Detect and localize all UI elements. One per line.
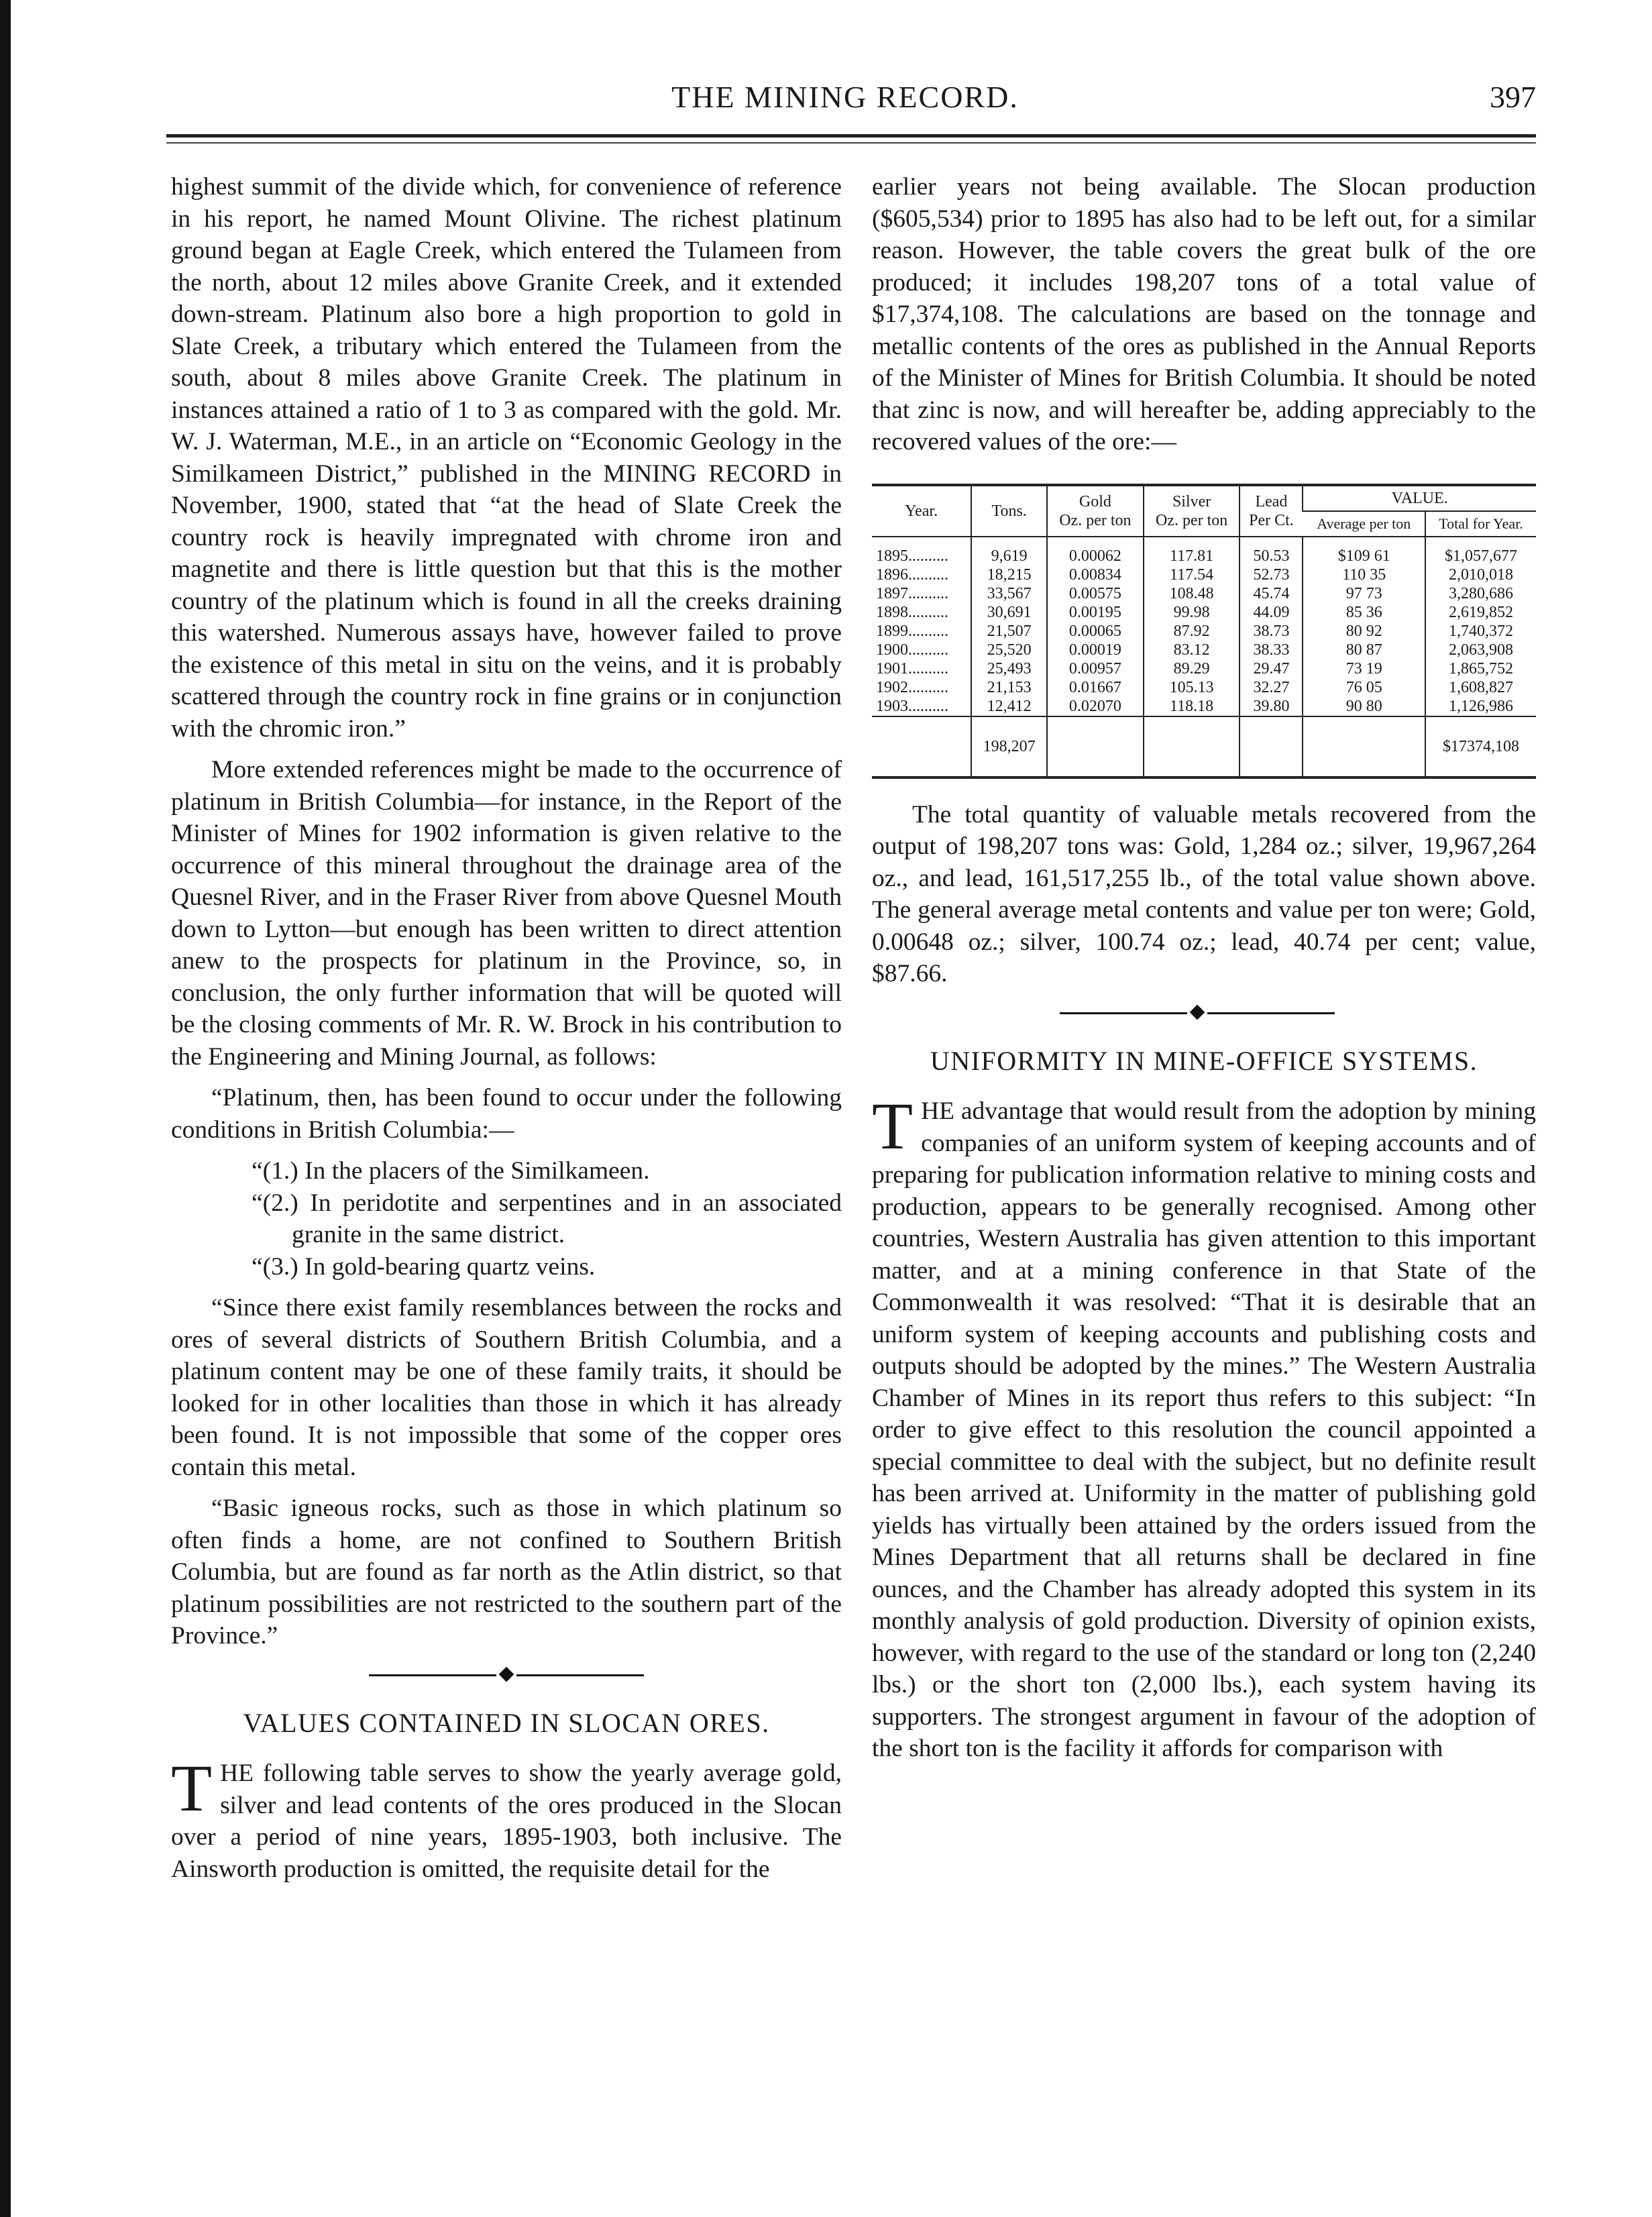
list-item: “(3.) In gold-bearing quartz veins. bbox=[252, 1252, 596, 1281]
conditions-list bbox=[252, 1155, 842, 1283]
col-value: VALUE. bbox=[1303, 485, 1536, 511]
page-header bbox=[154, 79, 1536, 119]
col-total: Total for Year. bbox=[1425, 511, 1536, 537]
table-row: 1897.......... 33,567 0.00575 108.48 45.74 97 73 3,280,686 bbox=[872, 584, 1536, 603]
section-divider bbox=[872, 999, 1536, 1026]
paragraph: earlier years not being available. The Slocan production ($605,534) prior to 1895 has also had to be left out, for a similar reason. However, the table covers the great bulk of the ore produced; it includes 198,207 tons of a total value of $17,374,108. The calculations are based on the tonnage and metallic contents of the ores as published in the Annual Reports of the Minister of Mines for British Columbia. It should be noted that zinc is now, and will hereafter be, adding appreciably to the recovered values of the ore:— bbox=[872, 173, 1536, 455]
list-item: “(1.) In the placers of the Similkameen. bbox=[252, 1157, 650, 1185]
drop-cap: T bbox=[171, 1751, 213, 1825]
paragraph: More extended references might be made to the occurrence of platinum in British Columbia—for instance, in the Report of the Minister of Mines for 1902 information is given relative to the occurrence of this mineral throughout the drainage area of the Quesnel River, and in the Fraser River from above Quesnel Mouth down to Lytton—but enough has been written to direct attention anew to the prospects for platinum in the Province, so, in conclusion, the only further information that will be quoted will be the closing comments of Mr. R. W. Brock in his contribution to the Engineering and Mining Journal, as follows: bbox=[171, 756, 842, 1071]
table-row: 1902.......... 21,153 0.01667 105.13 32.27 76 05 1,608,827 bbox=[872, 678, 1536, 697]
table-row: 1899.......... 21,507 0.00065 87.92 38.73 80 92 1,740,372 bbox=[872, 622, 1536, 641]
paragraph: highest summit of the divide which, for convenience of reference in his report, he named Mount Olivine. The richest platinum ground began at Eagle Creek, which entered the Tulameen from the north, about 12 miles above Granite Creek, and it extended down-stream. Platinum also bore a high proportion to gold in Slate Creek, a tributary which entered the Tulameen from the south, about 8 miles above Granite Creek. The platinum in instances attained a ratio of 1 to 3 as compared with the gold. Mr. W. J. Waterman, M.E., in an article on “Economic Geology in the Similkameen District,” published in the MINING RECORD in November, 1900, stated that “at the head of Slate Creek the country rock is heavily impregnated with chrome iron and magnetite and there is little question but that this is the mother country of the platinum which is found in all the creeks draining this watershed. Numerous assays have, however failed to prove the existence of this metal in situ on the veins, and it is probably scattered through the country rock in fine grains or in conjunction with the chromic iron.” bbox=[171, 173, 842, 743]
col-year: Year. bbox=[872, 485, 971, 537]
paragraph: The total quantity of valuable metals recovered from the output of 198,207 tons was: Gold, 1,284 oz.; silver, 19,967,264 oz., and lead, 161,517,255 lb., of the total value shown above. The general average metal contents and value per ton were; Gold, 0.00648 oz.; silver, 100.74 oz.; lead, 40.74 per cent; value, $87.66. bbox=[872, 800, 1536, 987]
section-title-slocan: VALUES CONTAINED IN SLOCAN ORES. bbox=[243, 1707, 770, 1738]
drop-cap: T bbox=[872, 1089, 914, 1163]
header-rule bbox=[166, 134, 1536, 138]
table-row: 1900.......... 25,520 0.00019 83.12 38.33 80 87 2,063,908 bbox=[872, 641, 1536, 659]
left-column bbox=[171, 171, 842, 1894]
col-tons: Tons. bbox=[971, 485, 1047, 537]
paragraph-dropcap: THE following table serves to show the yearly average gold, silver and lead contents of the ores produced in the Slocan over a period of nine years, 1895-1903, both inclusive. The Ainsworth production is omitted, the requisite detail for the bbox=[171, 1751, 842, 1883]
right-column bbox=[872, 171, 1536, 1774]
table-row: 1901.......... 25,493 0.00957 89.29 29.47 73 19 1,865,752 bbox=[872, 659, 1536, 678]
section-title-uniformity: UNIFORMITY IN MINE-OFFICE SYSTEMS. bbox=[930, 1045, 1478, 1076]
paragraph: “Platinum, then, has been found to occur under the following conditions in British Columbia:— bbox=[171, 1084, 842, 1144]
col-silver: Silver Oz. per ton bbox=[1144, 485, 1240, 537]
col-gold: Gold Oz. per ton bbox=[1047, 485, 1144, 537]
page-binding-edge bbox=[0, 0, 11, 2217]
table-row: 1896.......... 18,215 0.00834 117.54 52.73 110 35 2,010,018 bbox=[872, 565, 1536, 584]
col-avg: Average per ton bbox=[1303, 511, 1425, 537]
slocan-values-table bbox=[872, 484, 1536, 779]
section-divider bbox=[171, 1662, 842, 1688]
list-item: “(2.) In peridotite and serpentines and in an associated granite in the same district. bbox=[252, 1189, 842, 1248]
table-total-row: 198,207 $17374,108 bbox=[872, 716, 1536, 777]
paragraph: “Since there exist family resemblances between the rocks and ores of several districts of Southern British Columbia, and a platinum content may be one of these family traits, it should be looked for in other localities than those in which it has already been found. It is not impossible that some of the copper ores contain this metal. bbox=[171, 1294, 842, 1481]
running-title: THE MINING RECORD. bbox=[671, 80, 1019, 114]
header-rule-thin bbox=[166, 142, 1536, 144]
table-row: 1903.......... 12,412 0.02070 118.18 39.80 90 80 1,126,986 bbox=[872, 697, 1536, 716]
page-number: 397 bbox=[1490, 80, 1536, 114]
paragraph: “Basic igneous rocks, such as those in which platinum so often finds a home, are not confined to Southern British Columbia, but are found as far north as the Atlin district, so that platinum possibilities are not restricted to the southern part of the Province.” bbox=[171, 1495, 842, 1650]
table-row: 1898.......... 30,691 0.00195 99.98 44.09 85 36 2,619,852 bbox=[872, 603, 1536, 622]
col-lead: Lead Per Ct. bbox=[1240, 485, 1303, 537]
paragraph-dropcap: THE advantage that would result from the adoption by mining companies of an uniform system of keeping accounts and of preparing for publication information relative to mining costs and production, appears to be generally recognised. Among other countries, Western Australia has given attention to this important matter, and at a mining conference in that State of the Commonwealth it was resolved: “That it is desirable that an uniform system of keeping accounts and publishing costs and outputs should be adopted by the mines.” The Western Australia Chamber of Mines in its report thus refers to this subject: “In order to give effect to this resolution the council appointed a special committee to deal with the subject, but no definite result has been arrived at. Uniformity in the matter of publishing gold yields has virtually been attained by the orders issued from the Mines Department that all returns shall be declared in fine ounces, and the Chamber has already adopted this system in its monthly analysis of gold production. Diversity of opinion exists, however, with regard to the use of the standard or long ton (2,240 lbs.) or the short ton (2,000 lbs.), each system having its supporters. The strongest argument in favour of the adoption of the short ton is the facility it affords for comparison with bbox=[872, 1089, 1536, 1762]
table-row: 1895.......... 9,619 0.00062 117.81 50.53 $109 61 $1,057,677 bbox=[872, 537, 1536, 565]
